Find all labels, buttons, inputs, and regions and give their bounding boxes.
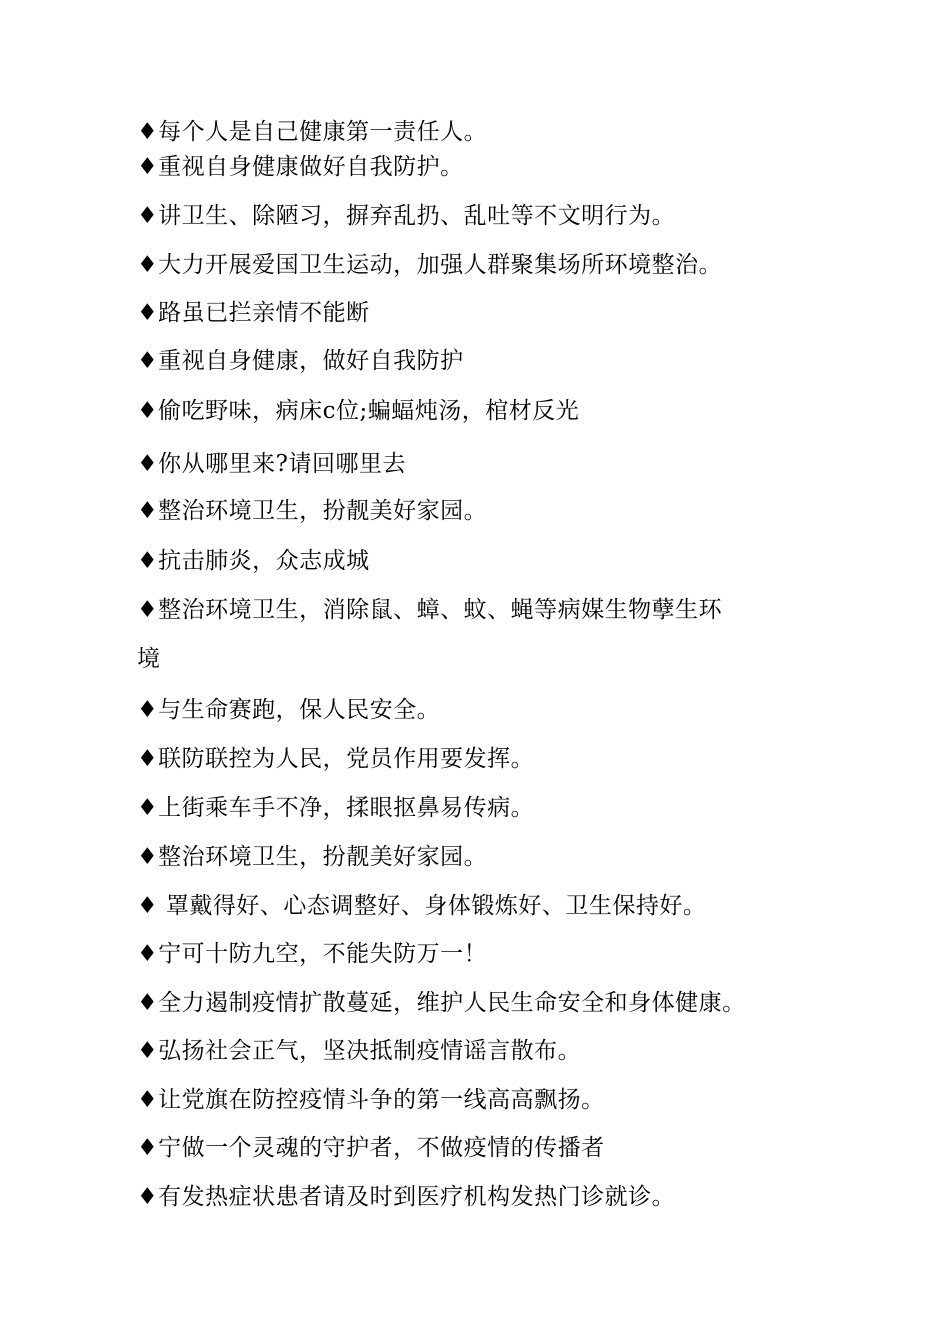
slogan-line: ♦整治环境卫生，扮靓美好家园。 bbox=[137, 498, 488, 524]
slogan-line: ♦让党旗在防控疫情斗争的第一线高高飘扬。 bbox=[137, 1087, 605, 1113]
slogan-line: ♦整治环境卫生，扮靓美好家园。 bbox=[137, 844, 488, 870]
slogan-line: ♦偷吃野味，病床c位;蝙蝠炖汤，棺材反光 bbox=[137, 398, 580, 424]
slogan-line: ♦大力开展爱国卫生运动，加强人群聚集场所环境整治。 bbox=[137, 252, 723, 278]
slogan-line: ♦整治环境卫生，消除鼠、蟑、蚊、蝇等病媒生物孽生环 bbox=[137, 597, 723, 623]
slogan-line: ♦路虽已拦亲情不能断 bbox=[137, 300, 370, 326]
slogan-line: ♦ 罩戴得好、心态调整好、身体锻炼好、卫生保持好。 bbox=[137, 893, 707, 919]
slogan-line: ♦重视自身健康做好自我防护。 bbox=[137, 154, 464, 180]
slogan-line: ♦你从哪里来?请回哪里去 bbox=[137, 451, 406, 477]
slogan-line: ♦重视自身健康，做好自我防护 bbox=[137, 348, 464, 374]
slogan-line: ♦上街乘车手不净，揉眼抠鼻易传病。 bbox=[137, 795, 535, 821]
slogan-line: ♦宁可十防九空，不能失防万一！ bbox=[137, 941, 488, 967]
slogan-line: ♦讲卫生、除陋习，摒弃乱扔、乱吐等不文明行为。 bbox=[137, 203, 676, 229]
slogan-line: ♦全力遏制疫情扩散蔓延，维护人民生命安全和身体健康。 bbox=[137, 990, 746, 1016]
slogan-line: ♦联防联控为人民，党员作用要发挥。 bbox=[137, 746, 535, 772]
slogan-line: ♦有发热症状患者请及时到医疗机构发热门诊就诊。 bbox=[137, 1184, 676, 1210]
slogan-line: ♦每个人是自己健康第一责任人。 bbox=[137, 119, 488, 145]
slogan-line: ♦与生命赛跑，保人民安全。 bbox=[137, 697, 441, 723]
slogan-line-continuation: 境 bbox=[137, 646, 161, 672]
slogan-line: ♦宁做一个灵魂的守护者，不做疫情的传播者 bbox=[137, 1135, 605, 1161]
slogan-line: ♦弘扬社会正气，坚决抵制疫情谣言散布。 bbox=[137, 1038, 582, 1064]
slogan-line: ♦抗击肺炎，众志成城 bbox=[137, 548, 370, 574]
